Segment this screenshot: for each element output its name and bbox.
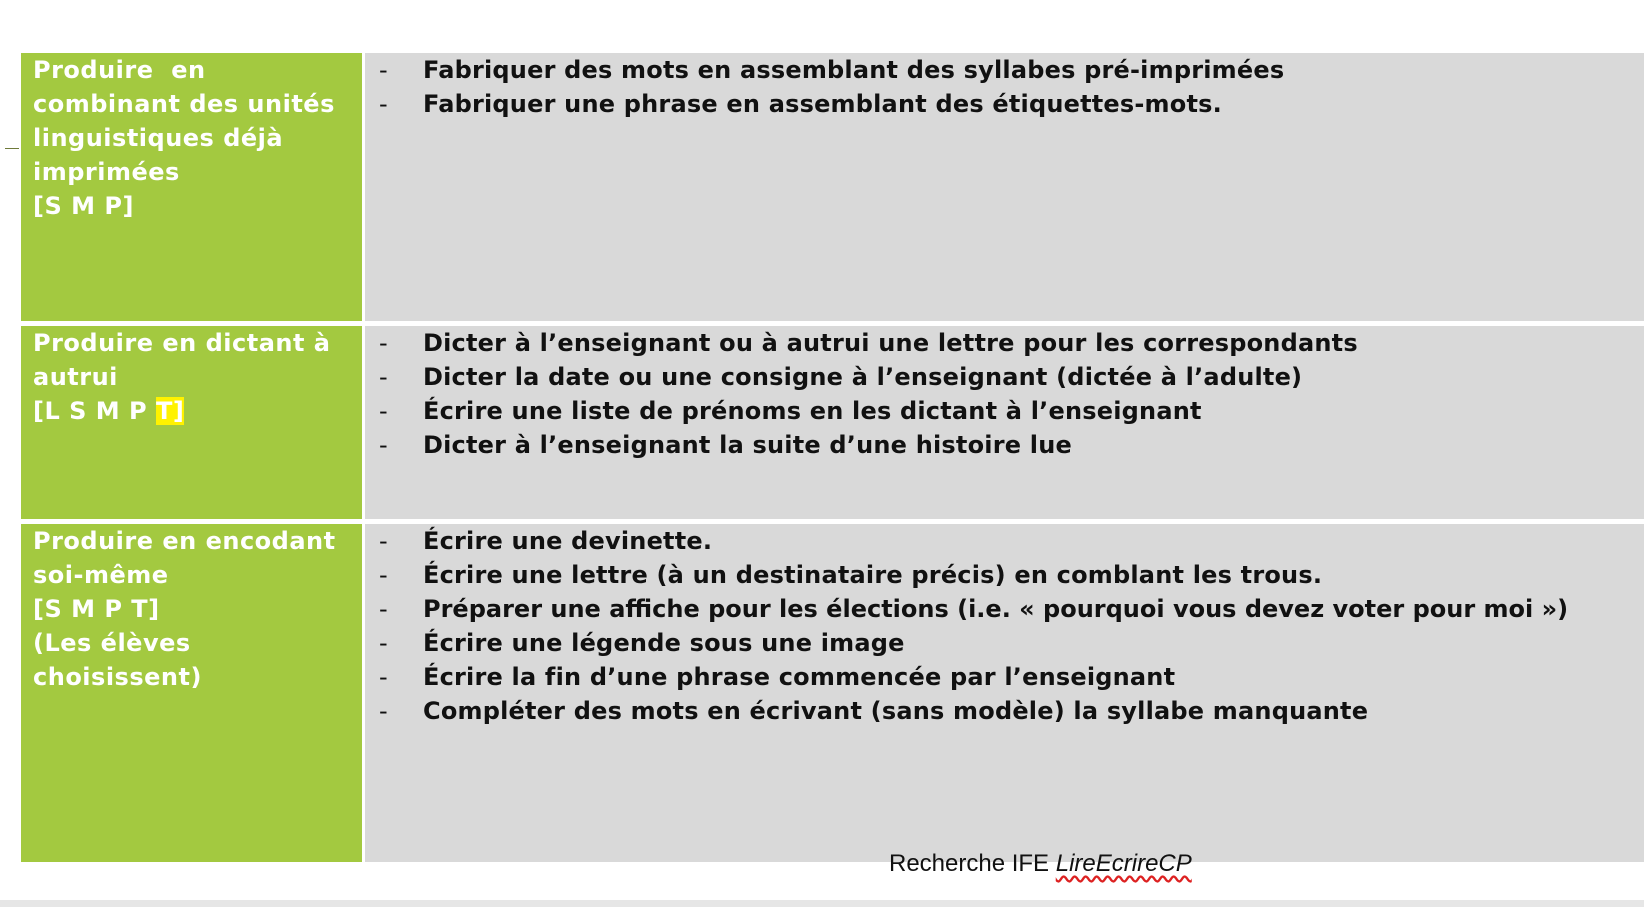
page-bottom-band [0, 900, 1644, 907]
bullet-dash: - [379, 397, 388, 425]
bullet-dash: - [379, 697, 388, 725]
activities-cell [365, 524, 1644, 862]
list-item [365, 592, 1644, 626]
footer-credit [889, 850, 1192, 878]
category-label-line: Produire en dictant à [33, 329, 331, 357]
activity-list [365, 326, 1644, 462]
footer-prefix: Recherche IFE [889, 850, 1056, 877]
activity-text: Préparer une affiche pour les élections (i.e. « pourquoi vous devez voter pour moi ») [423, 595, 1569, 623]
bullet-dash: - [379, 527, 388, 555]
category-code: [L S M P [33, 397, 156, 425]
bullet-dash: - [379, 431, 388, 459]
list-item [365, 428, 1644, 462]
bullet-dash: - [379, 595, 388, 623]
list-item [365, 394, 1644, 428]
list-item [365, 524, 1644, 558]
activity-table [21, 53, 1644, 862]
category-label-line: autrui [33, 363, 118, 391]
list-item [365, 660, 1644, 694]
table-row [21, 53, 1644, 321]
activities-cell [365, 326, 1644, 519]
activity-text: Écrire une devinette. [423, 527, 713, 555]
bullet-dash: - [379, 329, 388, 357]
activity-text: Fabriquer une phrase en assemblant des étiquettes-mots. [423, 90, 1222, 118]
bullet-dash: - [379, 663, 388, 691]
list-item [365, 360, 1644, 394]
activities-cell [365, 53, 1644, 321]
list-item [365, 53, 1644, 87]
list-item [365, 626, 1644, 660]
activity-list [365, 524, 1644, 728]
footer-project-name: LireEcrireCP [1055, 850, 1192, 877]
table-row [21, 326, 1644, 519]
activity-text: Dicter à l’enseignant ou à autrui une lettre pour les correspondants [423, 329, 1358, 357]
list-item [365, 694, 1644, 728]
category-label: Produire en combinant des unités linguistiques déjà imprimées [S M P] [21, 53, 362, 321]
category-label: Produire en encodant soi-même [S M P T] (Les élèves choisissent) [21, 524, 362, 862]
margin-tick-mark [5, 148, 19, 149]
bullet-dash: - [379, 56, 388, 84]
highlighted-code: T] [155, 397, 185, 425]
bullet-dash: - [379, 363, 388, 391]
list-item [365, 326, 1644, 360]
activity-text: Écrire la fin d’une phrase commencée par l’enseignant [423, 663, 1176, 691]
bullet-dash: - [379, 561, 388, 589]
activity-text: Dicter la date ou une consigne à l’enseignant (dictée à l’adulte) [423, 363, 1303, 391]
activity-text: Écrire une liste de prénoms en les dictant à l’enseignant [423, 397, 1202, 425]
list-item [365, 558, 1644, 592]
activity-text: Écrire une lettre (à un destinataire précis) en comblant les trous. [423, 561, 1323, 589]
bullet-dash: - [379, 629, 388, 657]
activity-list [365, 53, 1644, 121]
activity-text: Dicter à l’enseignant la suite d’une histoire lue [423, 431, 1072, 459]
table-row [21, 524, 1644, 862]
activity-text: Écrire une légende sous une image [423, 629, 905, 657]
activity-text: Compléter des mots en écrivant (sans modèle) la syllabe manquante [423, 697, 1369, 725]
bullet-dash: - [379, 90, 388, 118]
list-item [365, 87, 1644, 121]
activity-text: Fabriquer des mots en assemblant des syllabes pré-imprimées [423, 56, 1285, 84]
category-label [21, 326, 362, 519]
